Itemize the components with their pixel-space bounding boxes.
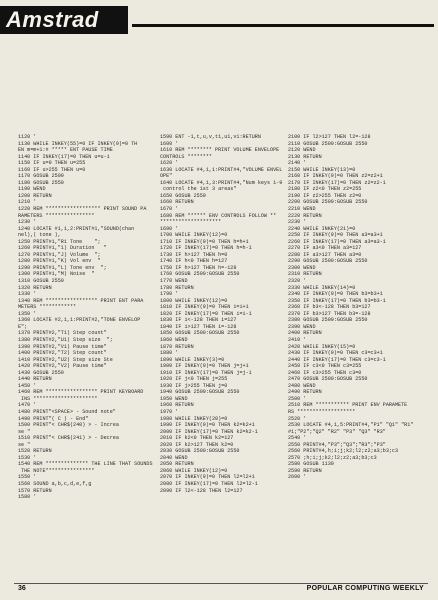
listing-line: 1330 ' xyxy=(18,291,37,298)
listing-line: 1940 GOSUB 2500:GOSUB 2550 xyxy=(160,389,240,396)
listing-line: 2540 ' xyxy=(288,435,307,442)
listing-column-right xyxy=(288,134,420,574)
listing-line: 1930 IF j>255 THEN j=0 xyxy=(160,382,228,389)
listing-line: se " xyxy=(18,428,31,435)
listing-line: 1790 ' xyxy=(160,291,179,298)
listing-line: 1810 IF INKEY(9)=0 THEN i=i+1 xyxy=(160,304,249,311)
listing-line: RS ******************* xyxy=(288,408,356,415)
listing-line: 2280 IF a3>127 THEN a3=0 xyxy=(288,251,362,258)
listing-line: 1530 ' xyxy=(18,454,37,461)
listing-line: 1460 REM ***************** PRINT KEYBOARD xyxy=(18,389,144,396)
listing-line: 2320 ' xyxy=(288,278,307,285)
listing-line: OPE" xyxy=(160,173,173,180)
listing-line: 2040 WEND xyxy=(160,454,188,461)
listing-line: 2530 LOCATE #4,1,5:PRINT#4,"P1" "Q1" "R1" xyxy=(288,422,414,429)
listing-line: 1440 RETURN xyxy=(18,376,52,383)
listing-line: 2350 IF INKEY(17)=0 THEN b3=b3-1 xyxy=(288,297,386,304)
listing-line: 2560 PRINT#4,h;i;j;k2;l2;z2;a3;b3;c3 xyxy=(288,448,399,455)
listing-line: 1670 ' xyxy=(160,206,179,213)
listing-line: 1650 GOSUB 2550 xyxy=(160,192,206,199)
listing-line: 1540 REM ************** THE LINE THAT SOUNDS xyxy=(18,461,153,468)
listing-line: 1980 WHILE INKEY(20)=0 xyxy=(160,415,228,422)
listing-line: 1240 LOCATE #1,1,2:PRINT#1,"SOUND(chan xyxy=(18,225,135,232)
listing-line: 1150 IF u=0 THEN u=255 xyxy=(18,160,86,167)
listing-line: 2410 ' xyxy=(288,336,307,343)
listing-line: 2340 IF INKEY(9)=0 THEN b3=b3+1 xyxy=(288,291,383,298)
listing-line: 2260 IF INKEY(17)=0 THEN a3=a3-1 xyxy=(288,238,386,245)
listing-line: 2250 IF INKEY(9)=0 THEN a3=a3+1 xyxy=(288,232,383,239)
listing-line: 2360 IF b3<-128 THEN b3=127 xyxy=(288,304,371,311)
listing-line: 1900 IF INKEY(9)=0 THEN j=j+1 xyxy=(160,363,249,370)
listing-line: 1220 REM ****************** PRINT SOUND PA xyxy=(18,206,147,213)
listing-line: 2060 WHILE INKEY(12)=0 xyxy=(160,467,228,474)
listing-line: 1690 ' xyxy=(160,225,179,232)
listing-line: 1180 GOSUB 2550 xyxy=(18,179,64,186)
listing-line: 1170 GOSUB 2500 xyxy=(18,173,64,180)
magazine-name: POPULAR COMPUTING WEEKLY xyxy=(306,585,424,592)
listing-line: 1870 RETURN xyxy=(160,343,194,350)
page-number: 36 xyxy=(18,585,26,592)
listing-line: 1920 IF j<0 THEN j=255 xyxy=(160,376,228,383)
listing-column-middle xyxy=(160,134,283,574)
listing-line: 1890 WHILE INKEY(3)=0 xyxy=(160,356,225,363)
listing-line: 2460 IF c3>255 THEN c3=0 xyxy=(288,369,362,376)
listing-line: 2140 ' xyxy=(288,160,307,167)
listing-line: 1750 IF h>127 THEN h=-128 xyxy=(160,264,237,271)
listing-line: 1430 GOSUB 2550 xyxy=(18,369,64,376)
listing-line: 1630 LOCATE #4,1,1:PRINT#4,"VOLUME ENVEL xyxy=(160,166,283,173)
listing-line: 2020 IF k2>127 THEN k2=0 xyxy=(160,441,234,448)
listing-line: 2330 WHILE INKEY(14)=0 xyxy=(288,284,356,291)
page-footer xyxy=(0,583,438,597)
listing-line: 1350 ' xyxy=(18,310,37,317)
listing-line: 2200 GOSUB 2500:GOSUB 2550 xyxy=(288,199,368,206)
listing-line: 2580 GOSUB 1130 xyxy=(288,461,334,468)
listing-line: 1270 PRINT#1,"J) Volume "; xyxy=(18,251,101,258)
listing-line: nel),( tone ), xyxy=(18,232,61,239)
listing-line: 2370 IF b3>127 THEN b3=-128 xyxy=(288,310,371,317)
listing-line: 2290 GOSUB 2500:GOSUB 2550 xyxy=(288,258,368,265)
listing-line: 1860 WEND xyxy=(160,336,188,343)
listing-line: 1760 GOSUB 2500:GOSUB 2550 xyxy=(160,271,240,278)
listing-line: se " xyxy=(18,441,31,448)
listing-line: 1160 IF u>255 THEN u=0 xyxy=(18,166,86,173)
listing-line: 1400 PRINT#2,"T2) Step count" xyxy=(18,350,107,357)
listing-line: 1380 PRINT#2,"U1) Step size "; xyxy=(18,336,113,343)
listing-line: 2510 REM *********** PRINT ENV PARAMETE xyxy=(288,402,408,409)
listing-line: 2210 WEND xyxy=(288,206,316,213)
listing-line: 1640 LOCATE #4,1,3:PRINT#4,"Num keys 1-9 xyxy=(160,179,283,186)
listing-line: 1570 RETURN xyxy=(18,487,52,494)
listing-line: 1500 PRINT"< CHR$(240) > - Increa xyxy=(18,422,119,429)
listing-line: 1490 PRINT"( C ) - End" xyxy=(18,415,89,422)
listing-line: 1700 WHILE INKEY(12)=0 xyxy=(160,232,228,239)
listing-line: 2220 RETURN xyxy=(288,212,322,219)
listing-line: 2050 RETURN xyxy=(160,461,194,468)
listing-line: 1820 IF INKEY(17)=0 THEN i=i-1 xyxy=(160,310,252,317)
listing-line: 1580 ' xyxy=(18,494,37,501)
listing-column-left xyxy=(18,134,153,574)
listing-line: 2010 IF k2<0 THEN k2=127 xyxy=(160,435,234,442)
listing-line: 1120 ' xyxy=(18,134,37,140)
listing-line: 2070 IF INKEY(9)=0 THEN l2=l2+1 xyxy=(160,474,255,481)
listing-line: 1800 WHILE INKEY(12)=0 xyxy=(160,297,228,304)
listing-line: 2450 IF c3<0 THEN c3=255 xyxy=(288,363,362,370)
listing-line: 1210 ' xyxy=(18,199,37,206)
listing-line: 2470 GOSUB 2500:GOSUB 2550 xyxy=(288,376,368,383)
listing-line: 1840 IF i>127 THEN i=-128 xyxy=(160,323,237,330)
listing-line: 1600 ' xyxy=(160,140,179,147)
listing-line: 2380 GOSUB 2500:GOSUB 2550 xyxy=(288,317,368,324)
listing-line: 2270 IF a3<0 THEN a3=127 xyxy=(288,245,362,252)
listing-line: 2100 IF l2>127 THEN l2=-128 xyxy=(288,134,371,140)
listing-line: 1130 WHILE INKEY(55)=0 IF INKEY(9)=0 TH xyxy=(18,140,138,147)
listing-line: 2300 WEND xyxy=(288,264,316,271)
listing-line: 2520 ' xyxy=(288,415,307,422)
listing-line: 2090 IF l2<-128 THEN l2=127 xyxy=(160,487,243,494)
listing-line: 1340 REM ***************** PRINT ENT PARA xyxy=(18,297,144,304)
listing-line: 2480 WEND xyxy=(288,382,316,389)
listing-line: 2400 RETURN xyxy=(288,330,322,337)
listing-line: 2170 IF INKEY(17)=0 THEN z2=z2-1 xyxy=(288,179,386,186)
listing-line: 1390 PRINT#2,"V1) Pause time" xyxy=(18,343,107,350)
listing-line: 1880 ' xyxy=(160,350,179,357)
listing-line: 1280 PRINT#1,"K) Vol env " xyxy=(18,258,101,265)
listing-line: 2150 WHILE INKEY(13)=0 xyxy=(288,166,356,173)
listing-line: 1260 PRINT#1,"1) Duration " xyxy=(18,245,107,252)
listing-line: 2030 GOSUB 2500:GOSUB 2550 xyxy=(160,448,240,455)
listing-line: 1520 RETURN xyxy=(18,448,52,455)
listing-line: 1590 ENT -1,t,u,v,t1,u1,v1:RETURN xyxy=(160,134,261,140)
listing-line: 1990 IF INKEY(9)=0 THEN k2=k2+1 xyxy=(160,422,255,429)
listing-line: 2390 WEND xyxy=(288,323,316,330)
listing-line: EN m=m+1:# ***** ENT PAUSE TIME xyxy=(18,147,113,154)
listing-line: 1730 IF h>127 THEN h=0 xyxy=(160,251,228,258)
listing-line: 1510 PRINT"< CHR$(241) > - Decrea xyxy=(18,435,119,442)
listing-line: 1660 RETURN xyxy=(160,199,194,206)
listing-line: 1740 IF h<0 THEN h=127 xyxy=(160,258,228,265)
listing-line: 1850 GOSUB 2500:GOSUB 2550 xyxy=(160,330,240,337)
listing-line: 1300 PRINT#1,"M) Noise " xyxy=(18,271,95,278)
listing-line: 1970 ' xyxy=(160,408,179,415)
listing-line: 2180 IF z2<0 THEN z2=255 xyxy=(288,186,362,193)
listing-line: 1290 PRINT#1,"L) Tone env "; xyxy=(18,264,107,271)
listing-line: 1550 ' xyxy=(18,474,37,481)
listing-line: 1560 SOUND a,b,c,d,e,f,g xyxy=(18,480,92,487)
listing-line: control the 1st 3 areas" xyxy=(160,186,237,193)
listing-line: 2550 PRINT#4,"P3";"Q3";"R3";"P3" xyxy=(288,441,386,448)
listing-line: 1420 PRINT#2,"V2) Pause time" xyxy=(18,363,107,370)
listing-line: E"; xyxy=(18,323,28,330)
listing-line: 1320 RETURN xyxy=(18,284,52,291)
listing-line: 2080 IF INKEY(17)=0 THEN l2=l2-1 xyxy=(160,480,258,487)
listing-line: 1830 IF i<-128 THEN i=127 xyxy=(160,317,237,324)
listing-line: 1680 REM ****** ENV CONTROLS FOLLOW ** xyxy=(160,212,277,219)
listing-line: 2490 RETURN xyxy=(288,389,322,396)
masthead-rule xyxy=(132,24,434,27)
listing-line: 2190 IF z2>255 THEN z2=0 xyxy=(288,192,362,199)
listing-line: 1230 ' xyxy=(18,219,37,226)
listing-line: 2600 ' xyxy=(288,474,307,481)
listing-line: 1450 ' xyxy=(18,382,37,389)
listing-line: THE NOTE**************** xyxy=(18,467,95,474)
listing-line: 1960 RETURN xyxy=(160,402,194,409)
listing-line: 2000 IF INKEY(17)=0 THEN k2=k2-1 xyxy=(160,428,258,435)
listing-line: CONTROLS ******** xyxy=(160,153,212,160)
listing-line: 1770 WEND xyxy=(160,278,188,285)
listing-line: 2130 RETURN xyxy=(288,153,322,160)
listing-line: INS ********************* xyxy=(18,395,98,402)
listing-line: 2500 ' xyxy=(288,395,307,402)
listing-line: 2420 WHILE INKEY(15)=0 xyxy=(288,343,356,350)
listing-line: 1140 IF INKEY(17)=0 THEN u=u-1 xyxy=(18,153,110,160)
listing-line: 1410 PRINT#2,"U2) Step size Ste xyxy=(18,356,113,363)
listing-line: 1200 RETURN xyxy=(18,192,52,199)
section-masthead: Amstrad xyxy=(0,6,128,34)
listing-line: 1310 GOSUB 2550 xyxy=(18,278,64,285)
listing-line: 1480 PRINT"<SPACE> - Sound note" xyxy=(18,408,116,415)
listing-line: 1780 RETURN xyxy=(160,284,194,291)
listing-line: ******************** xyxy=(160,219,222,226)
listing-line: 1620 ' xyxy=(160,160,179,167)
listing-line: 2160 IF INKEY(9)=0 THEN z2=z2+1 xyxy=(288,173,383,180)
listing-line: 1610 REM ******** PRINT VOLUME ENVELOPE xyxy=(160,147,280,154)
listing-line: 2430 IF INKEY(9)=0 THEN c3=c3+1 xyxy=(288,350,383,357)
listing-line: 1910 IF INKEY(17)=0 THEN j=j-1 xyxy=(160,369,252,376)
listing-line: 1950 WEND xyxy=(160,395,188,402)
masthead-bar xyxy=(0,0,438,34)
footer-rule xyxy=(14,583,428,584)
listing-line: 1190 WEND xyxy=(18,186,46,193)
listing-line: 2230 ' xyxy=(288,219,307,226)
listing-line: 1470 ' xyxy=(18,402,37,409)
listing-line: 2590 RETURN xyxy=(288,467,322,474)
listing-line: 2440 IF INKEY(17)=0 THEN c3=c3-1 xyxy=(288,356,386,363)
listing-line: 2110 GOSUB 2500:GOSUB 2550 xyxy=(288,140,368,147)
listing-line: 2570 ;h;i;j;k2;l2;z2;a3;b3;c3 xyxy=(288,454,377,461)
listing-line: 2310 RETURN xyxy=(288,271,322,278)
listing-line: 1710 IF INKEY(9)=0 THEN h=h+1 xyxy=(160,238,249,245)
listing-line: 1250 PRINT#1,"R1 Tone "; xyxy=(18,238,101,245)
listing-line: 1370 PRINT#2,"T1) Step count" xyxy=(18,330,107,337)
listing-line: METERS ************ xyxy=(18,304,77,311)
listing-line: RAMETERS **************** xyxy=(18,212,95,219)
listing-line: 2240 WHILE INKEY(21)=0 xyxy=(288,225,356,232)
listing-line: 2120 WEND xyxy=(288,147,316,154)
listing-line: 1360 LOCATE #2,1,1:PRINT#2,"TONE ENVELOP xyxy=(18,317,141,324)
listing-line: #1;"P2";"Q2" "R2" "P3" "Q3" "R3" xyxy=(288,428,386,435)
listing-line: 1720 IF INKEY(17)=0 THEN h=h-1 xyxy=(160,245,252,252)
